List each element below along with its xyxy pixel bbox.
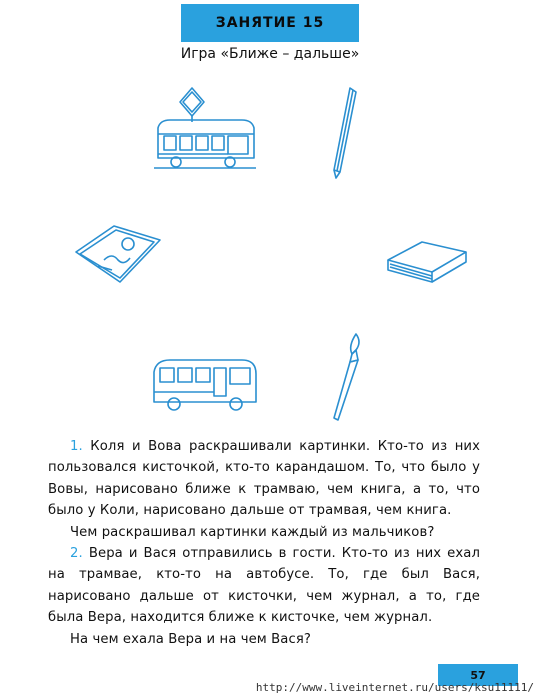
page-number: 57 xyxy=(438,664,518,686)
task-1-question: Чем раскрашивал картинки каждый из мальчиков? xyxy=(70,524,435,540)
task-1-number: 1. xyxy=(70,439,83,454)
task-1-text: Коля и Вова раскрашивали картинки. Кто-то из них пользовался кисточкой, кто-то карандашом. То, что было у Вовы, нарисовано ближе к трамваю, чем книга, а то, что было у Коли, нарисовано дальше от трамвая, чем книга. xyxy=(48,439,480,519)
magazine-icon xyxy=(72,222,164,286)
task-2-number: 2. xyxy=(70,546,83,562)
lesson-title: ЗАНЯТИЕ 15 xyxy=(215,15,325,31)
task-2 xyxy=(48,543,480,629)
task-2-text: Вера и Вася отправились в гости. Кто-то из них ехал на трамвае, кто-то на автобусе. То, где был Вася, нарисовано дальше от кисточки, чем журнал, а то, где была Вера, находится ближе к кисточке, чем журнал. xyxy=(48,546,481,626)
task-1 xyxy=(48,436,480,522)
tram-icon xyxy=(150,84,260,180)
task-text xyxy=(48,436,480,650)
lesson-header xyxy=(181,4,359,42)
book-icon xyxy=(382,236,472,288)
pencil-icon xyxy=(326,84,360,180)
bus-icon xyxy=(148,352,260,414)
task-2-question: На чем ехала Вера и на чем Вася? xyxy=(70,631,311,647)
game-title: Игра «Ближе – дальше» xyxy=(180,46,360,62)
watermark-url: http://www.liveinternet.ru/users/ksu11111/ xyxy=(255,681,534,694)
paint-brush-icon xyxy=(326,332,366,424)
